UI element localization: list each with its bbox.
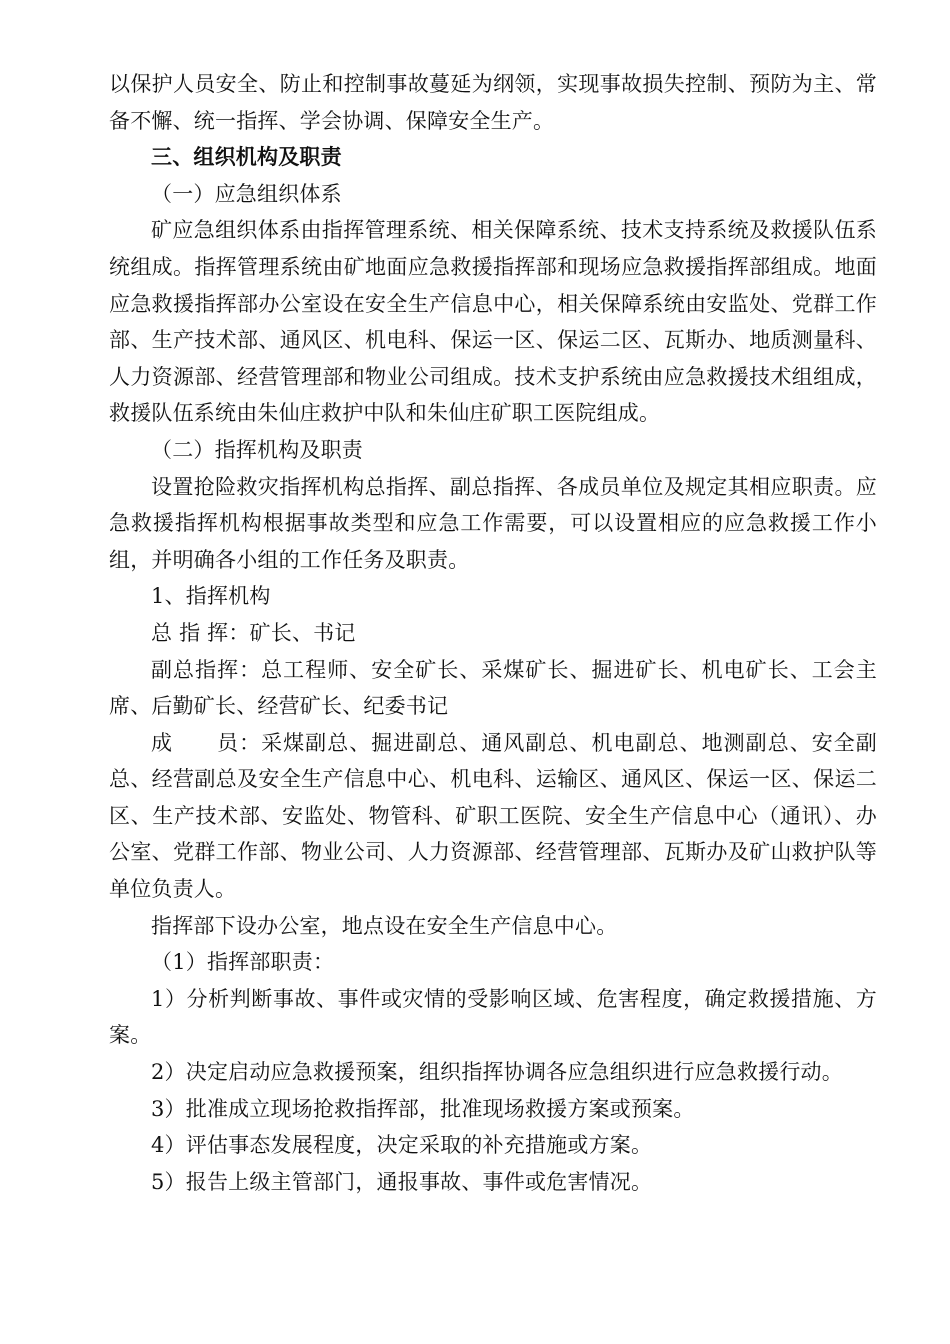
line-chief-commander: 总 指 挥：矿长、书记 xyxy=(151,620,356,645)
subheading-command-structure: （二）指挥机构及职责 xyxy=(151,437,363,462)
subheading-command-duties: （1）指挥部职责： xyxy=(151,950,335,975)
section-heading-organization: 三、组织机构及职责 xyxy=(151,145,342,170)
line-members: 成 员：采煤副总、掘进副总、通风副总、机电副总、地测副总、安全副总、经营副总及安全生产信息中心、机电科、运输区、通风区、保运一区、保运二区、生产技术部、安监处、物管科、矿职工医院、安全生产信息中心（通讯）、办公室、党群工作部、物业公司、人力资源部、经营管理部、瓦斯办及矿山救护队等单位负责人。 xyxy=(109,730,877,902)
subheading-emergency-system: （一）应急组织体系 xyxy=(151,181,342,206)
line-office-location: 指挥部下设办公室，地点设在安全生产信息中心。 xyxy=(151,913,618,938)
list-heading-command-body: 1、指挥机构 xyxy=(151,584,271,609)
duty-item-1: 1）分析判断事故、事件或灾情的受影响区域、危害程度，确定救援措施、方案。 xyxy=(109,986,877,1048)
duty-item-3: 3）批准成立现场抢救指挥部，批准现场救援方案或预案。 xyxy=(151,1096,695,1121)
duty-item-4: 4）评估事态发展程度，决定采取的补充措施或方案。 xyxy=(151,1133,653,1158)
duty-item-2: 2）决定启动应急救援预案，组织指挥协调各应急组织进行应急救援行动。 xyxy=(151,1060,843,1085)
document-body xyxy=(109,66,877,1200)
duty-item-5: 5）报告上级主管部门，通报事故、事件或危害情况。 xyxy=(151,1169,653,1194)
line-deputy-commander: 副总指挥：总工程师、安全矿长、采煤矿长、掘进矿长、机电矿长、工会主席、后勤矿长、经营矿长、纪委书记 xyxy=(109,657,877,719)
paragraph-command-structure: 设置抢险救灾指挥机构总指挥、副总指挥、各成员单位及规定其相应职责。应急救援指挥机构根据事故类型和应急工作需要，可以设置相应的应急救援工作小组，并明确各小组的工作任务及职责。 xyxy=(109,474,877,572)
paragraph-intro-continuation: 以保护人员安全、防止和控制事故蔓延为纲领，实现事故损失控制、预防为主、常备不懈、统一指挥、学会协调、保障安全生产。 xyxy=(109,72,877,133)
paragraph-emergency-system: 矿应急组织体系由指挥管理系统、相关保障系统、技术支持系统及救援队伍系统组成。指挥管理系统由矿地面应急救援指挥部和现场应急救援指挥部组成。地面应急救援指挥部办公室设在安全生产信息中心，相关保障系统由安监处、党群工作部、生产技术部、通风区、机电科、保运一区、保运二区、瓦斯办、地质测量科、人力资源部、经营管理部和物业公司组成。技术支护系统由应急救援技术组组成，救援队伍系统由朱仙庄救护中队和朱仙庄矿职工医院组成。 xyxy=(109,218,877,426)
